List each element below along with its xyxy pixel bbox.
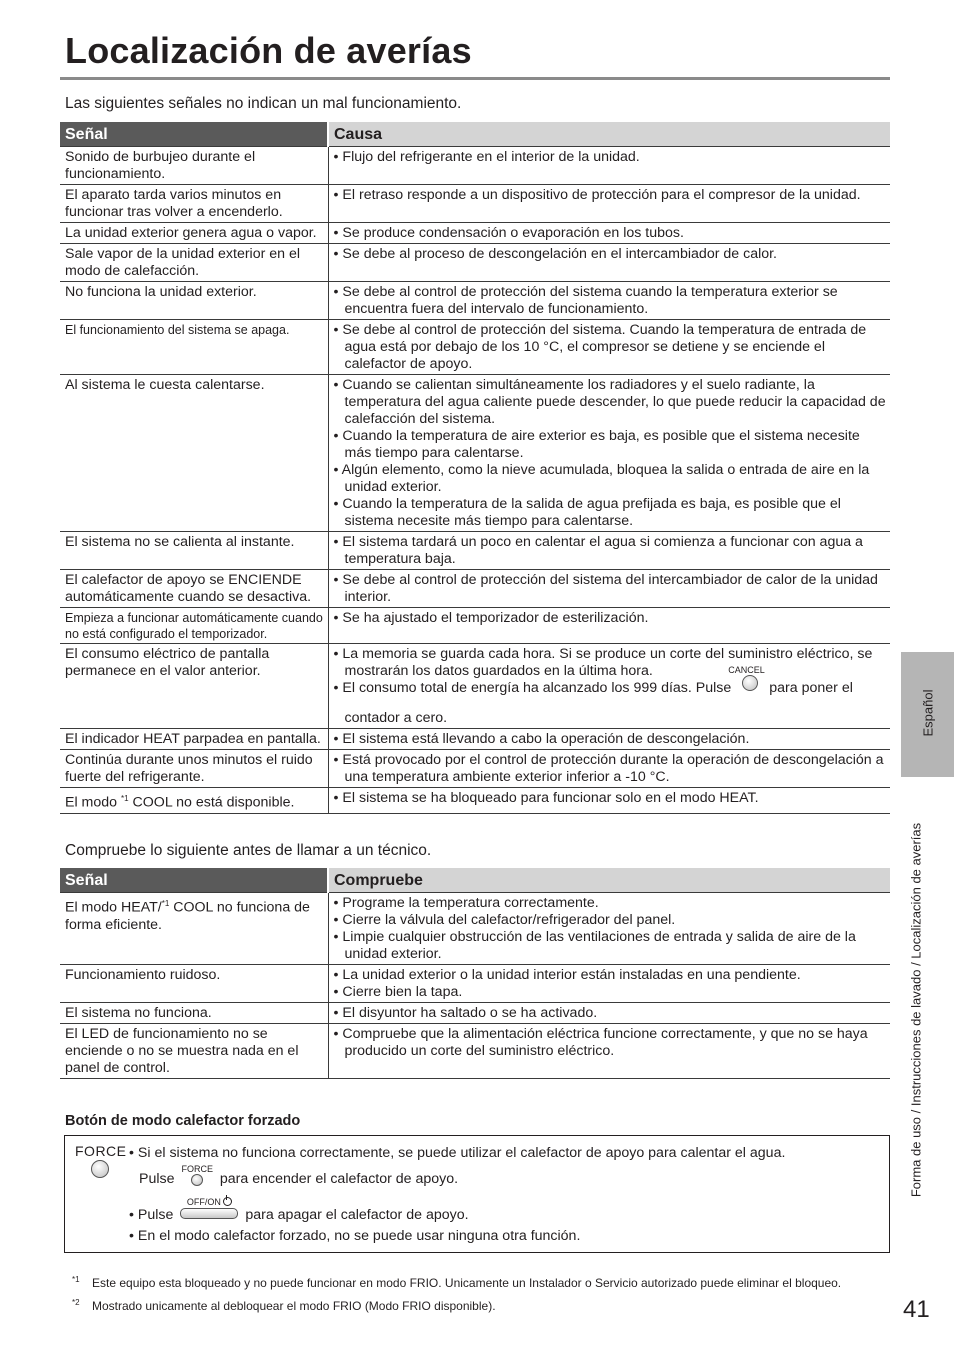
header-signal: Señal (60, 868, 328, 893)
table-row (60, 320, 890, 375)
force-button (91, 1160, 109, 1178)
offon-button-icon: OFF/ON (180, 1197, 238, 1223)
signal-cell: El sistema no se calienta al instante. (60, 532, 328, 570)
signal-cell: El calefactor de apoyo se ENCIENDE automáticamente cuando se desactiva. (60, 570, 328, 608)
header-check: Compruebe (328, 868, 890, 893)
page-number: 41 (903, 1296, 930, 1323)
force-line-3: • Pulse OFF/ON para apagar el calefactor de apoyo. (129, 1197, 469, 1223)
bullet-item: • Programe la temperatura correctamente. (334, 895, 887, 912)
bullet-item: • El consumo total de energía ha alcanzado los 999 días. Pulse CANCEL para poner el contador a cero. (334, 680, 887, 727)
cause-cell (328, 1024, 890, 1079)
footnote-2: $^{*2}$ Mostrado unicamente al debloquear el modo FRIO (Modo FRIO disponible). (72, 1298, 496, 1313)
table-row (60, 570, 890, 608)
table-row (60, 375, 890, 532)
bullet-item: • El disyuntor ha saltado o se ha activado. (334, 1005, 887, 1022)
table-row (60, 185, 890, 223)
table-row (60, 729, 890, 750)
bullet-item: • Flujo del refrigerante en el interior de la unidad. (334, 149, 887, 166)
signal-cell: Sonido de burbujeo durante el funcionamiento. (60, 147, 328, 185)
side-breadcrumb: Forma de uso / Instrucciones de lavado / Localización de averías (908, 822, 924, 1198)
signal-cell: El funcionamiento del sistema se apaga. (60, 320, 328, 375)
checks-table (60, 868, 890, 1079)
bullet-item: • Se debe al control de protección del sistema del intercambiador de calor de la unidad interior. (334, 572, 887, 606)
bullet-item: • Limpie cualquier obstrucción de las ventilaciones de entrada y salida de aire de la unidad exterior. (334, 929, 887, 963)
table-row (60, 532, 890, 570)
cause-cell (328, 185, 890, 223)
cause-cell (328, 893, 890, 965)
side-tab-label: Español (920, 689, 936, 737)
force-line-4: • En el modo calefactor forzado, no se puede usar ninguna otra función. (129, 1228, 581, 1244)
bullet-item: • Está provocado por el control de protección durante la operación de descongelación a una temperatura ambiente exterior inferior a -10 °C. (334, 752, 887, 786)
cause-cell (328, 282, 890, 320)
bullet-item: • Algún elemento, como la nieve acumulada, bloquea la salida o entrada de aire en la unidad exterior. (334, 462, 887, 496)
cancel-button-icon: CANCEL (739, 666, 761, 696)
signal-cell: Sale vapor de la unidad exterior en el modo de calefacción. (60, 244, 328, 282)
bullet-item: • Compruebe que la alimentación eléctrica funcione correctamente, y que no se haya producido un corte del suministro eléctrico. (334, 1026, 887, 1060)
cause-cell (328, 320, 890, 375)
signal-cell: El consumo eléctrico de pantalla permanece en el valor anterior. (60, 644, 328, 729)
signal-cell: Continúa durante unos minutos el ruido fuerte del refrigerante. (60, 750, 328, 788)
force-button-icon (75, 1144, 125, 1182)
table-row (60, 147, 890, 185)
table-row (60, 965, 890, 1003)
signal-cell: Empieza a funcionar automáticamente cuando no está configurado el temporizador. (60, 608, 328, 644)
signal-cell: La unidad exterior genera agua o vapor. (60, 223, 328, 244)
bullet-item: • La memoria se guarda cada hora. Si se produce un corte del suministro eléctrico, se mostrarán los datos guardados en la última hora. (334, 646, 887, 680)
bullet-item: • Cuando la temperatura de la salida de agua prefijada es baja, es posible que el sistema necesite más tiempo para calentarse. (334, 496, 887, 530)
table-row (60, 750, 890, 788)
signal-cell: Funcionamiento ruidoso. (60, 965, 328, 1003)
footnote-1: $^{*1}$ Este equipo esta bloqueado y no puede funcionar en modo FRIO. Unicamente un Instalador o Servicio autorizado puede eliminar el bloqueo. (72, 1275, 842, 1290)
power-icon (223, 1197, 232, 1206)
section1-intro: Las siguientes señales no indican un mal funcionamiento. (65, 95, 462, 112)
signal-cell: El indicador HEAT parpadea en pantalla. (60, 729, 328, 750)
force-button-label: FORCE (75, 1143, 127, 1159)
force-heading: Botón de modo calefactor forzado (65, 1113, 301, 1129)
table-row (60, 244, 890, 282)
header-signal: Señal (60, 122, 328, 147)
cause-cell (328, 644, 890, 729)
bullet-item: • Cierre bien la tapa. (334, 984, 887, 1001)
bullet-item: • El sistema tardará un poco en calentar el agua si comienza a funcionar con agua a temperatura baja. (334, 534, 887, 568)
force-line-1: • Si el sistema no funciona correctamente, se puede utilizar el calefactor de apoyo para calentar el agua. (129, 1145, 786, 1161)
bullet-item: • El retraso responde a un dispositivo de protección para el compresor de la unidad. (334, 187, 887, 204)
table-row (60, 893, 890, 965)
bullet-item: • Se debe al proceso de descongelación en el intercambiador de calor. (334, 246, 887, 263)
footnotes (72, 1270, 841, 1316)
signal-cell: El sistema no funciona. (60, 1003, 328, 1024)
table-row (60, 223, 890, 244)
signal-cell: El aparato tarda varios minutos en funcionar tras volver a encenderlo. (60, 185, 328, 223)
bullet-item: • La unidad exterior o la unidad interior están instaladas en una pendiente. (334, 967, 887, 984)
force-box (64, 1135, 890, 1253)
bullet-item: • Cuando la temperatura de aire exterior es baja, es posible que el sistema necesite más tiempo para calentarse. (334, 428, 887, 462)
bullet-item: • Cierre la válvula del calefactor/refrigerador del panel. (334, 912, 887, 929)
header-cause: Causa (328, 122, 890, 147)
cause-cell (328, 965, 890, 1003)
signal-cell: El LED de funcionamiento no se enciende o no se muestra nada en el panel de control. (60, 1024, 328, 1079)
table-row (60, 1003, 890, 1024)
cause-cell (328, 788, 890, 814)
bullet-item: • Se debe al control de protección del sistema. Cuando la temperatura de entrada de agua está por debajo de los 10 °C, el compresor se detiene y se enciende el calefactor de apoyo. (334, 322, 887, 373)
bullet-item: • El sistema se ha bloqueado para funcionar solo en el modo HEAT. (334, 790, 887, 807)
signal-cell: El modo HEAT/$^{*1}$ COOL no funciona de forma eficiente. (60, 893, 328, 965)
table-row (60, 282, 890, 320)
cause-cell (328, 375, 890, 532)
cause-cell (328, 223, 890, 244)
table-row (60, 608, 890, 644)
cause-cell (328, 532, 890, 570)
cause-cell (328, 608, 890, 644)
cause-cell (328, 1003, 890, 1024)
title-divider (60, 77, 890, 80)
signals-table (60, 122, 890, 814)
table-row (60, 788, 890, 814)
bullet-item: • Se produce condensación o evaporación en los tubos. (334, 225, 887, 242)
section2-intro: Compruebe lo siguiente antes de llamar a un técnico. (65, 842, 432, 859)
page-title: Localización de averías (65, 30, 472, 71)
cause-cell (328, 570, 890, 608)
bullet-item: • Cuando se calientan simultáneamente los radiadores y el suelo radiante, la temperatura del agua caliente puede descender, lo que puede reducir la capacidad de calefacción del sistema. (334, 377, 887, 428)
bullet-item: • El sistema está llevando a cabo la operación de descongelación. (334, 731, 887, 748)
table-row (60, 644, 890, 729)
cause-cell (328, 244, 890, 282)
force-mini-icon: FORCE (181, 1165, 213, 1190)
cause-cell (328, 750, 890, 788)
bullet-item: • Se ha ajustado el temporizador de esterilización. (334, 610, 887, 627)
table-row (60, 1024, 890, 1079)
signal-cell: No funciona la unidad exterior. (60, 282, 328, 320)
force-line-2: Pulse FORCE para encender el calefactor de apoyo. (139, 1171, 458, 1196)
cause-cell (328, 147, 890, 185)
signal-cell: El modo $^{*1}$ COOL no está disponible. (60, 788, 328, 814)
cause-cell (328, 729, 890, 750)
signal-cell: Al sistema le cuesta calentarse. (60, 375, 328, 532)
bullet-item: • Se debe al control de protección del sistema cuando la temperatura exterior se encuentra fuera del intervalo de funcionamiento. (334, 284, 887, 318)
